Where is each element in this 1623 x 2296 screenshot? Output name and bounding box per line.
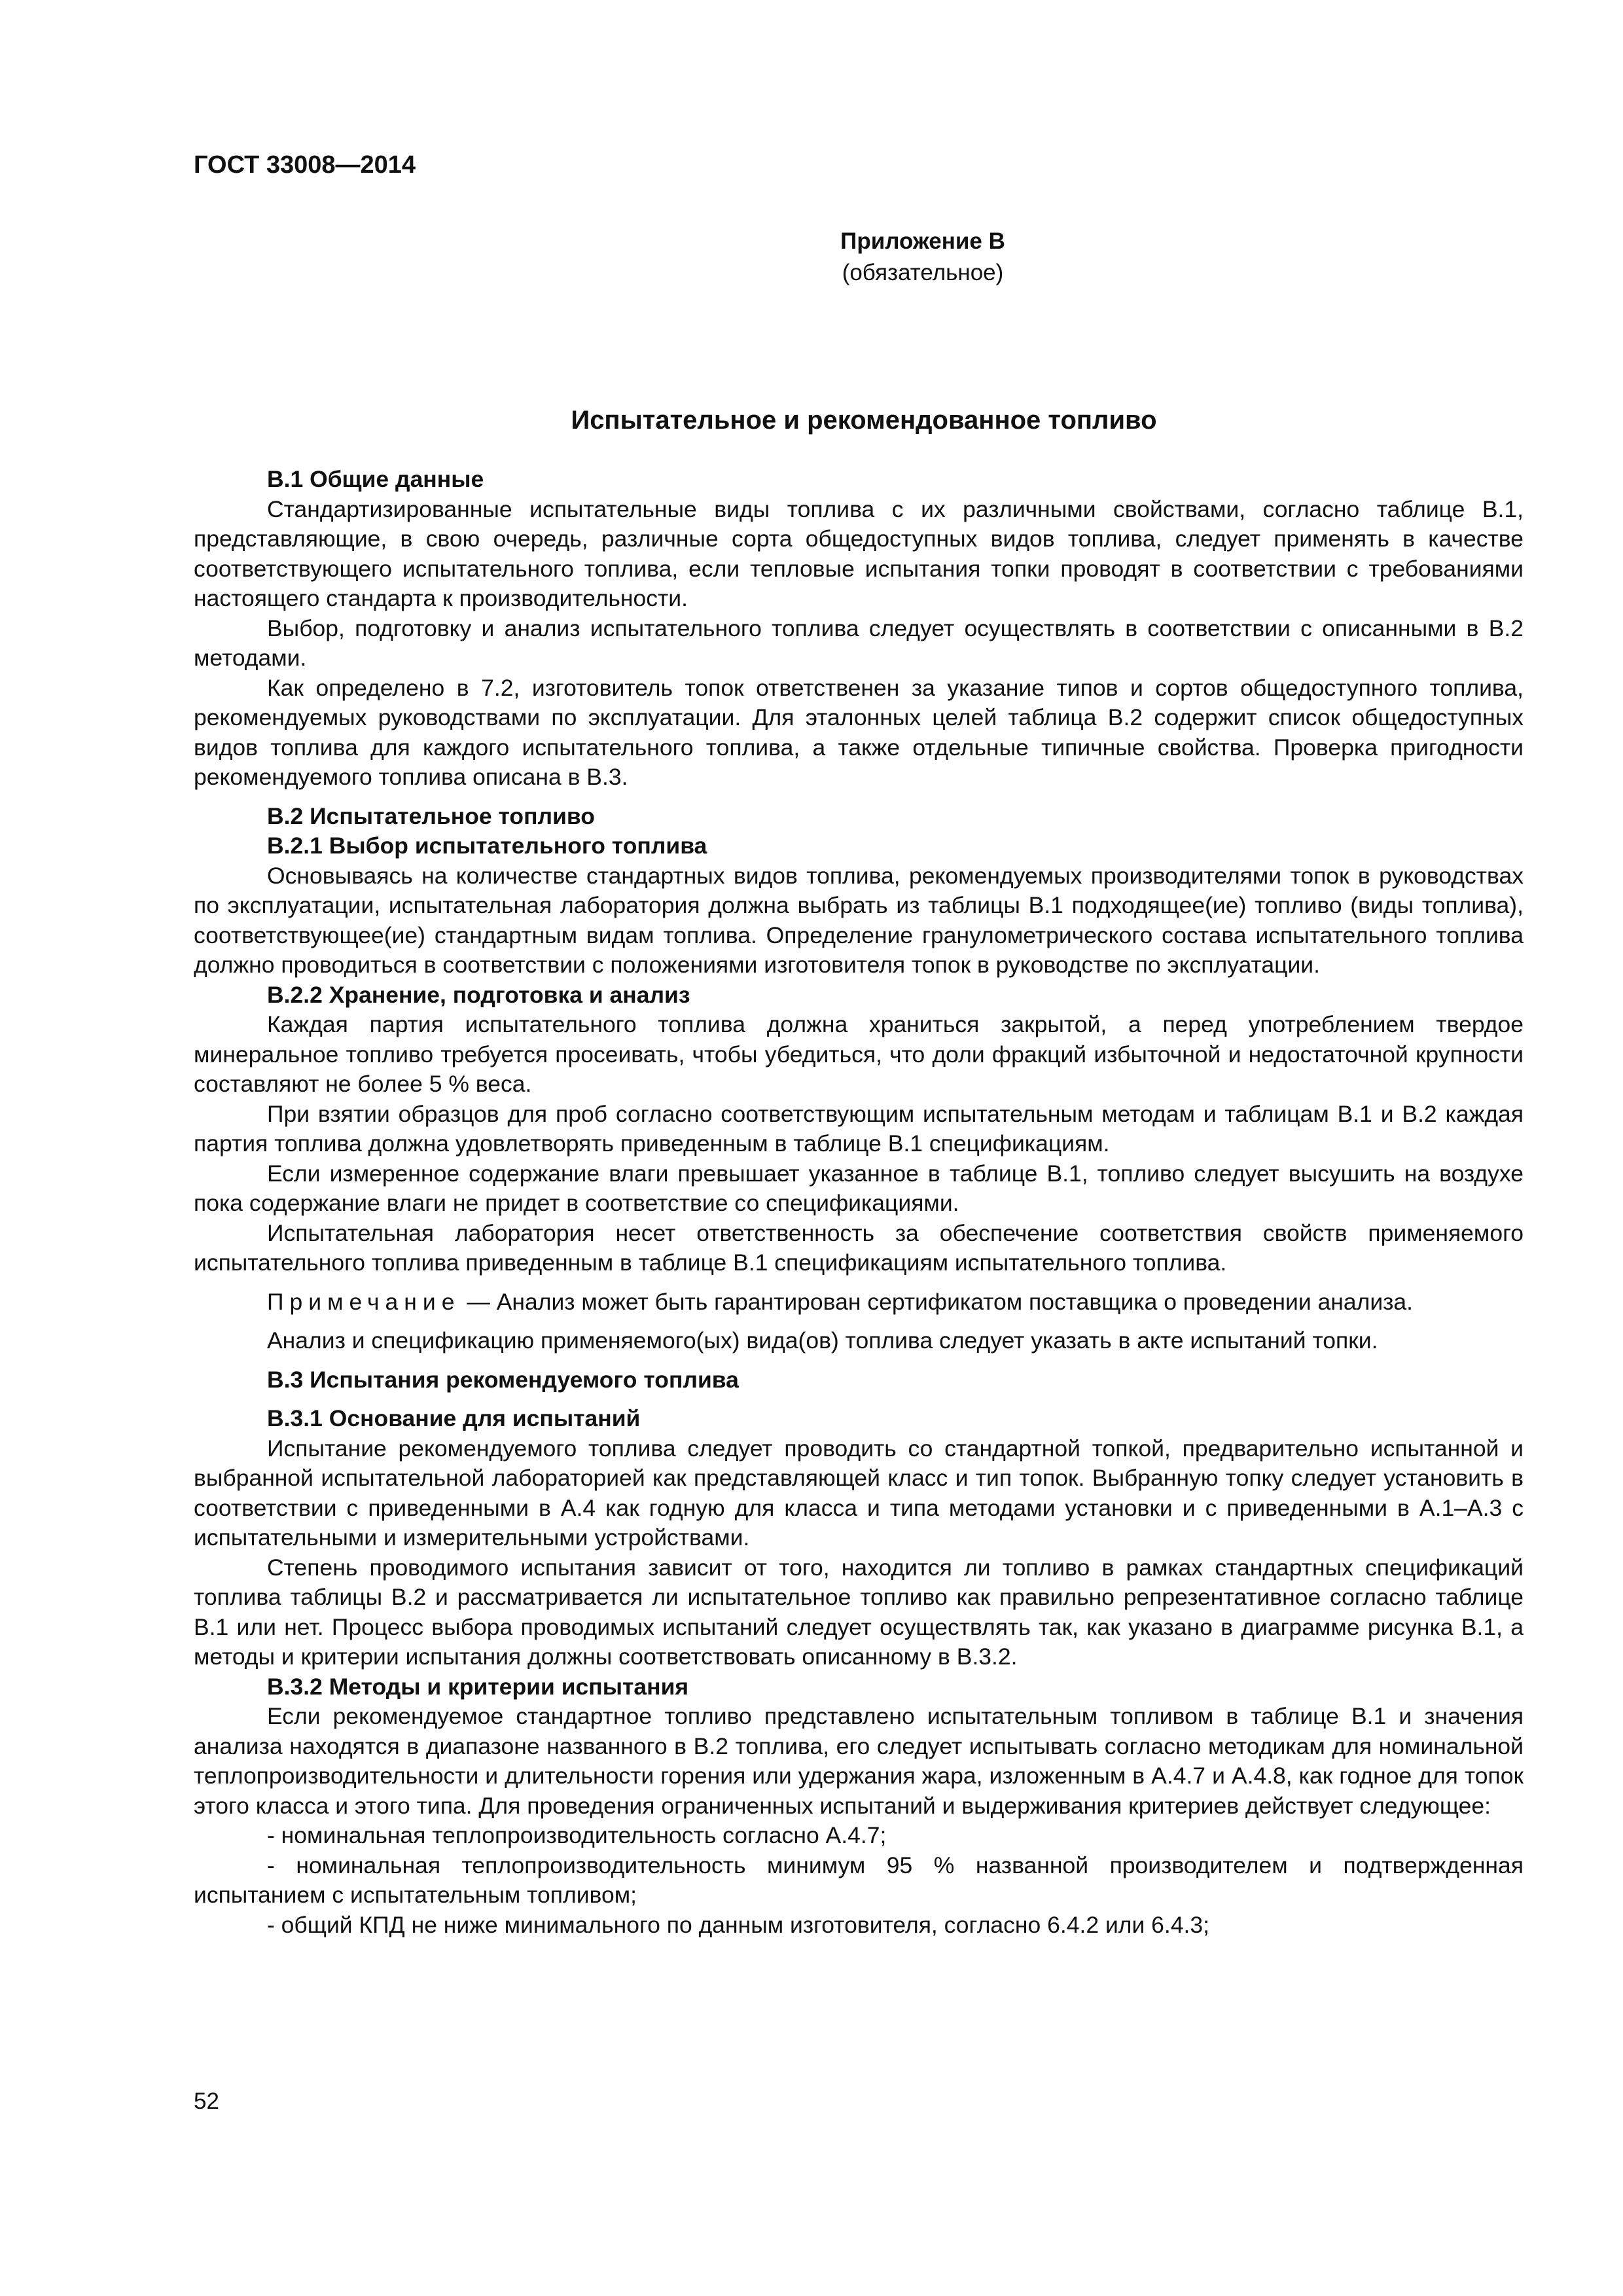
list-item: - номинальная теплопроизводительность согласно А.4.7; (267, 1822, 887, 1848)
document-body (194, 465, 1524, 1940)
section-heading-b3: В.3 Испытания рекомендуемого топлива (267, 1366, 739, 1393)
note-label: Примечание (267, 1288, 461, 1315)
paragraph: Как определено в 7.2, изготовитель топок ответственен за указание типов и сортов общедоступного топлива, рекомендуемых руководствами по эксплуатации. Для эталонных целей таблица В.2 содержит список общедоступных видов топлива для каждого испытательного топлива, а также отдельные типичные свойства. Проверка пригодности рекомендуемого топлива описана в В.3. (194, 674, 1524, 790)
paragraph: При взятии образцов для проб согласно соответствующим испытательным методам и таблицам В.1 и В.2 каждая партия топлива должна удовлетворять приведенным в таблице В.1 спецификациям. (194, 1100, 1524, 1157)
list-item: - номинальная теплопроизводительность минимум 95 % названной производителем и подтвержденная испытанием с испытательным топливом; (194, 1852, 1524, 1908)
annex-title (0, 403, 1623, 437)
note (194, 1287, 1524, 1318)
paragraph: Анализ и спецификацию применяемого(ых) вида(ов) топлива следует указать в акте испытаний топки. (267, 1327, 1378, 1354)
paragraph: Выбор, подготовку и анализ испытательного топлива следует осуществлять в соответствии с описанными в В.2 методами. (194, 615, 1524, 671)
subsection-heading-b21: В.2.1 Выбор испытательного топлива (267, 833, 707, 859)
paragraph: Испытательная лаборатория несет ответственность за обеспечение соответствия свойств применяемого испытательного топлива приведенным в таблице В.1 спецификациям испытательного топлива. (194, 1219, 1524, 1276)
page-number: 52 (194, 2089, 219, 2114)
appendix-heading (0, 226, 1623, 289)
subsection-heading-b32: В.3.2 Методы и критерии испытания (267, 1673, 689, 1700)
appendix-label: Приложение В (840, 228, 1005, 254)
annex-title-text: Испытательное и рекомендованное топливо (571, 406, 1157, 435)
paragraph: Испытание рекомендуемого топлива следует проводить со стандартной топкой, предварительно испытанной и выбранной испытательной лабораторией как представляющей класс и тип топок. Выбранную топку следует установить в соответствии с приведенными в А.4 как годную для класса и типа методами установки и с приведенными в А.1–А.3 с испытательными и измерительными устройствами. (194, 1435, 1524, 1551)
paragraph: Если рекомендуемое стандартное топливо представлено испытательным топливом в таблице В.1 и значения анализа находятся в диапазоне названного в В.2 топлива, его следует испытывать согласно методикам для номинальной теплопроизводительности и длительности горения или удержания жара, изложенным в А.4.7 и А.4.8, как годное для топок этого класса и этого типа. Для проведения ограниченных испытаний и выдерживания критериев действует следующее: (194, 1703, 1524, 1819)
paragraph: Стандартизированные испытательные виды топлива с их различными свойствами, согласно таблице В.1, представляющие, в свою очередь, различные сорта общедоступных видов топлива, следует применять в качестве соответствующего испытательного топлива, если тепловые испытания топки проводят в соответствии с требованиями настоящего стандарта к производительности. (194, 495, 1524, 611)
paragraph: Если измеренное содержание влаги превышает указанное в таблице В.1, топливо следует высушить на воздухе пока содержание влаги не придет в соответствие со спецификациями. (194, 1160, 1524, 1216)
subsection-heading-b31: В.3.1 Основание для испытаний (267, 1405, 641, 1431)
section-heading-b2: В.2 Испытательное топливо (267, 802, 595, 829)
standard-designation: ГОСТ 33008—2014 (194, 151, 416, 179)
appendix-status: (обязательное) (842, 260, 1004, 285)
paragraph: Степень проводимого испытания зависит от того, находится ли топливо в рамках стандартных спецификаций топлива таблицы В.2 и рассматривается ли испытательное топливо как правильно репрезентативное согласно таблице В.1 или нет. Процесс выбора проводимых испытаний следует осуществлять так, как указано в диаграмме рисунка В.1, а методы и критерии испытания должны соответствовать описанному в В.3.2. (194, 1554, 1524, 1670)
paragraph: Каждая партия испытательного топлива должна храниться закрытой, а перед употреблением твердое минеральное топливо требуется просеивать, чтобы убедиться, что доли фракций избыточной и недостаточной крупности составляют не более 5 % веса. (194, 1011, 1524, 1097)
section-heading-b1: В.1 Общие данные (267, 466, 484, 492)
paragraph: Основываясь на количестве стандартных видов топлива, рекомендуемых производителями топок в руководствах по эксплуатации, испытательная лаборатория должна выбрать из таблицы В.1 подходящее(ие) топливо (виды топлива), соответствующее(ие) стандартным видам топлива. Определение гранулометрического состава испытательного топлива должно проводиться в соответствии с положениями изготовителя топок в руководстве по эксплуатации. (194, 862, 1524, 978)
list-item: - общий КПД не ниже минимального по данным изготовителя, согласно 6.4.2 или 6.4.3; (267, 1911, 1210, 1938)
subsection-heading-b22: В.2.2 Хранение, подготовка и анализ (267, 981, 690, 1008)
note-text: — Анализ может быть гарантирован сертификатом поставщика о проведении анализа. (460, 1288, 1414, 1315)
